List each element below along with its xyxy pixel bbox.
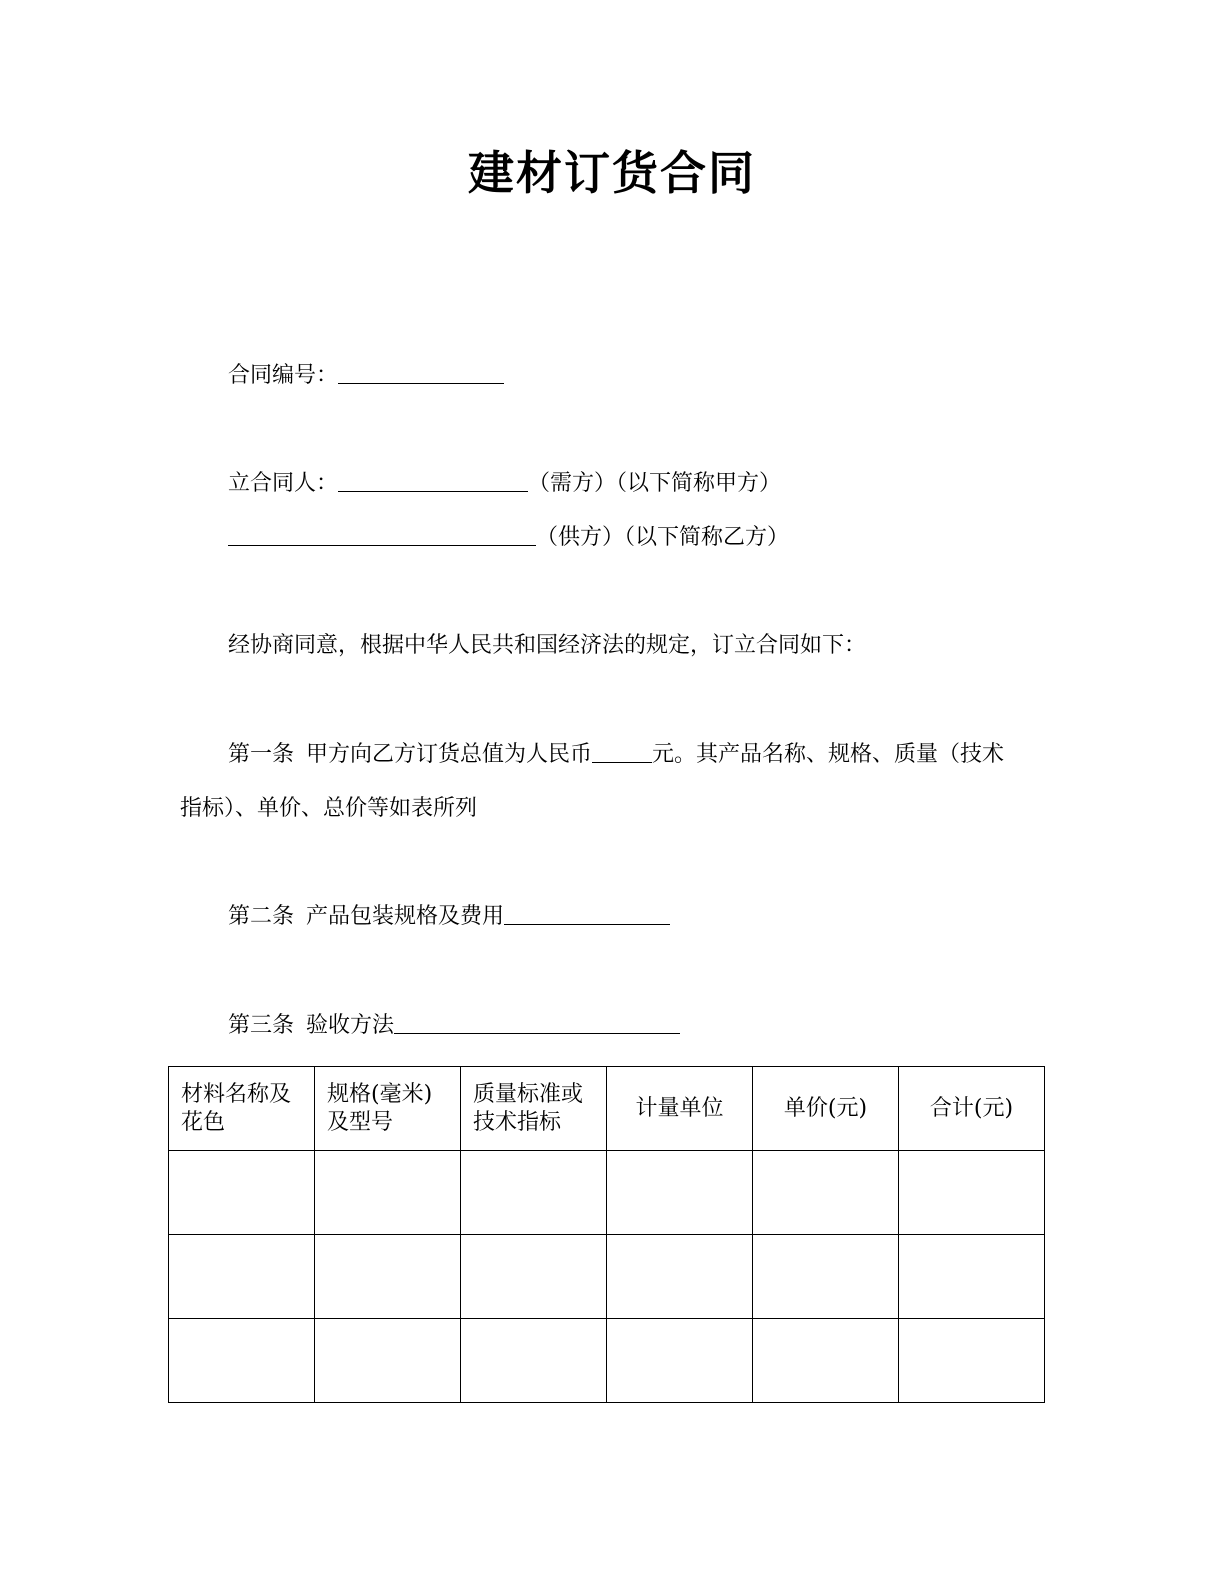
table-cell[interactable] <box>753 1235 899 1319</box>
table-cell[interactable] <box>607 1151 753 1235</box>
article1-line1 <box>228 740 1004 770</box>
table-cell[interactable] <box>169 1151 315 1235</box>
demand-party-text: （需方）（以下简称甲方） <box>528 471 782 496</box>
article3-blank[interactable] <box>394 1011 680 1034</box>
table-cell[interactable] <box>753 1151 899 1235</box>
table-cell[interactable] <box>461 1151 607 1235</box>
preamble: 经协商同意，根据中华人民共和国经济法的规定，订立合同如下： <box>228 633 867 658</box>
header-total: 合计(元) <box>899 1067 1045 1151</box>
table-cell[interactable] <box>169 1235 315 1319</box>
table-cell[interactable] <box>461 1319 607 1403</box>
demand-party-blank[interactable] <box>338 469 528 492</box>
article1-text-after-blank: 元。其产品名称、规格、质量（技术 <box>652 742 1005 767</box>
table-cell[interactable] <box>753 1319 899 1403</box>
table-row <box>169 1151 1045 1235</box>
article3-heading: 第三条 <box>228 1013 295 1038</box>
document-title: 建材订货合同 <box>468 146 756 200</box>
contract-number-label: 合同编号： <box>228 363 339 388</box>
table-header-row <box>169 1067 1045 1151</box>
supply-party-text: （供方）（以下简称乙方） <box>536 525 790 550</box>
table-cell[interactable] <box>607 1319 753 1403</box>
header-unit-price: 单价(元) <box>753 1067 899 1151</box>
article1-heading: 第一条 <box>228 742 295 767</box>
supply-party-line <box>228 523 789 553</box>
supply-party-blank[interactable] <box>228 523 536 546</box>
table-cell[interactable] <box>899 1319 1045 1403</box>
article1-text-before-blank: 甲方向乙方订货总值为人民币 <box>306 742 593 767</box>
table-cell[interactable] <box>461 1235 607 1319</box>
table-cell[interactable] <box>315 1319 461 1403</box>
contract-number-line <box>228 361 504 391</box>
table-row <box>169 1235 1045 1319</box>
article1-line2: 指标）、单价、总价等如表所列 <box>180 796 478 821</box>
table-cell[interactable] <box>315 1235 461 1319</box>
table-cell[interactable] <box>899 1151 1045 1235</box>
materials-table <box>168 1066 1045 1403</box>
article3-text: 验收方法 <box>306 1013 395 1038</box>
parties-label: 立合同人： <box>228 471 339 496</box>
table-row <box>169 1319 1045 1403</box>
article2-blank[interactable] <box>504 902 670 925</box>
table-cell[interactable] <box>169 1319 315 1403</box>
header-quality-standard: 质量标准或技术指标 <box>461 1067 607 1151</box>
contract-number-blank[interactable] <box>338 361 504 384</box>
article2-line <box>228 902 670 932</box>
article3-line <box>228 1011 680 1041</box>
table-cell[interactable] <box>899 1235 1045 1319</box>
header-unit: 计量单位 <box>607 1067 753 1151</box>
table-cell[interactable] <box>607 1235 753 1319</box>
header-material-name: 材料名称及花色 <box>169 1067 315 1151</box>
article2-heading: 第二条 <box>228 904 295 929</box>
article2-text: 产品包装规格及费用 <box>306 904 505 929</box>
demand-party-line <box>228 469 781 499</box>
header-spec-model: 规格(毫米)及型号 <box>315 1067 461 1151</box>
article1-amount-blank[interactable] <box>592 740 652 763</box>
table-cell[interactable] <box>315 1151 461 1235</box>
